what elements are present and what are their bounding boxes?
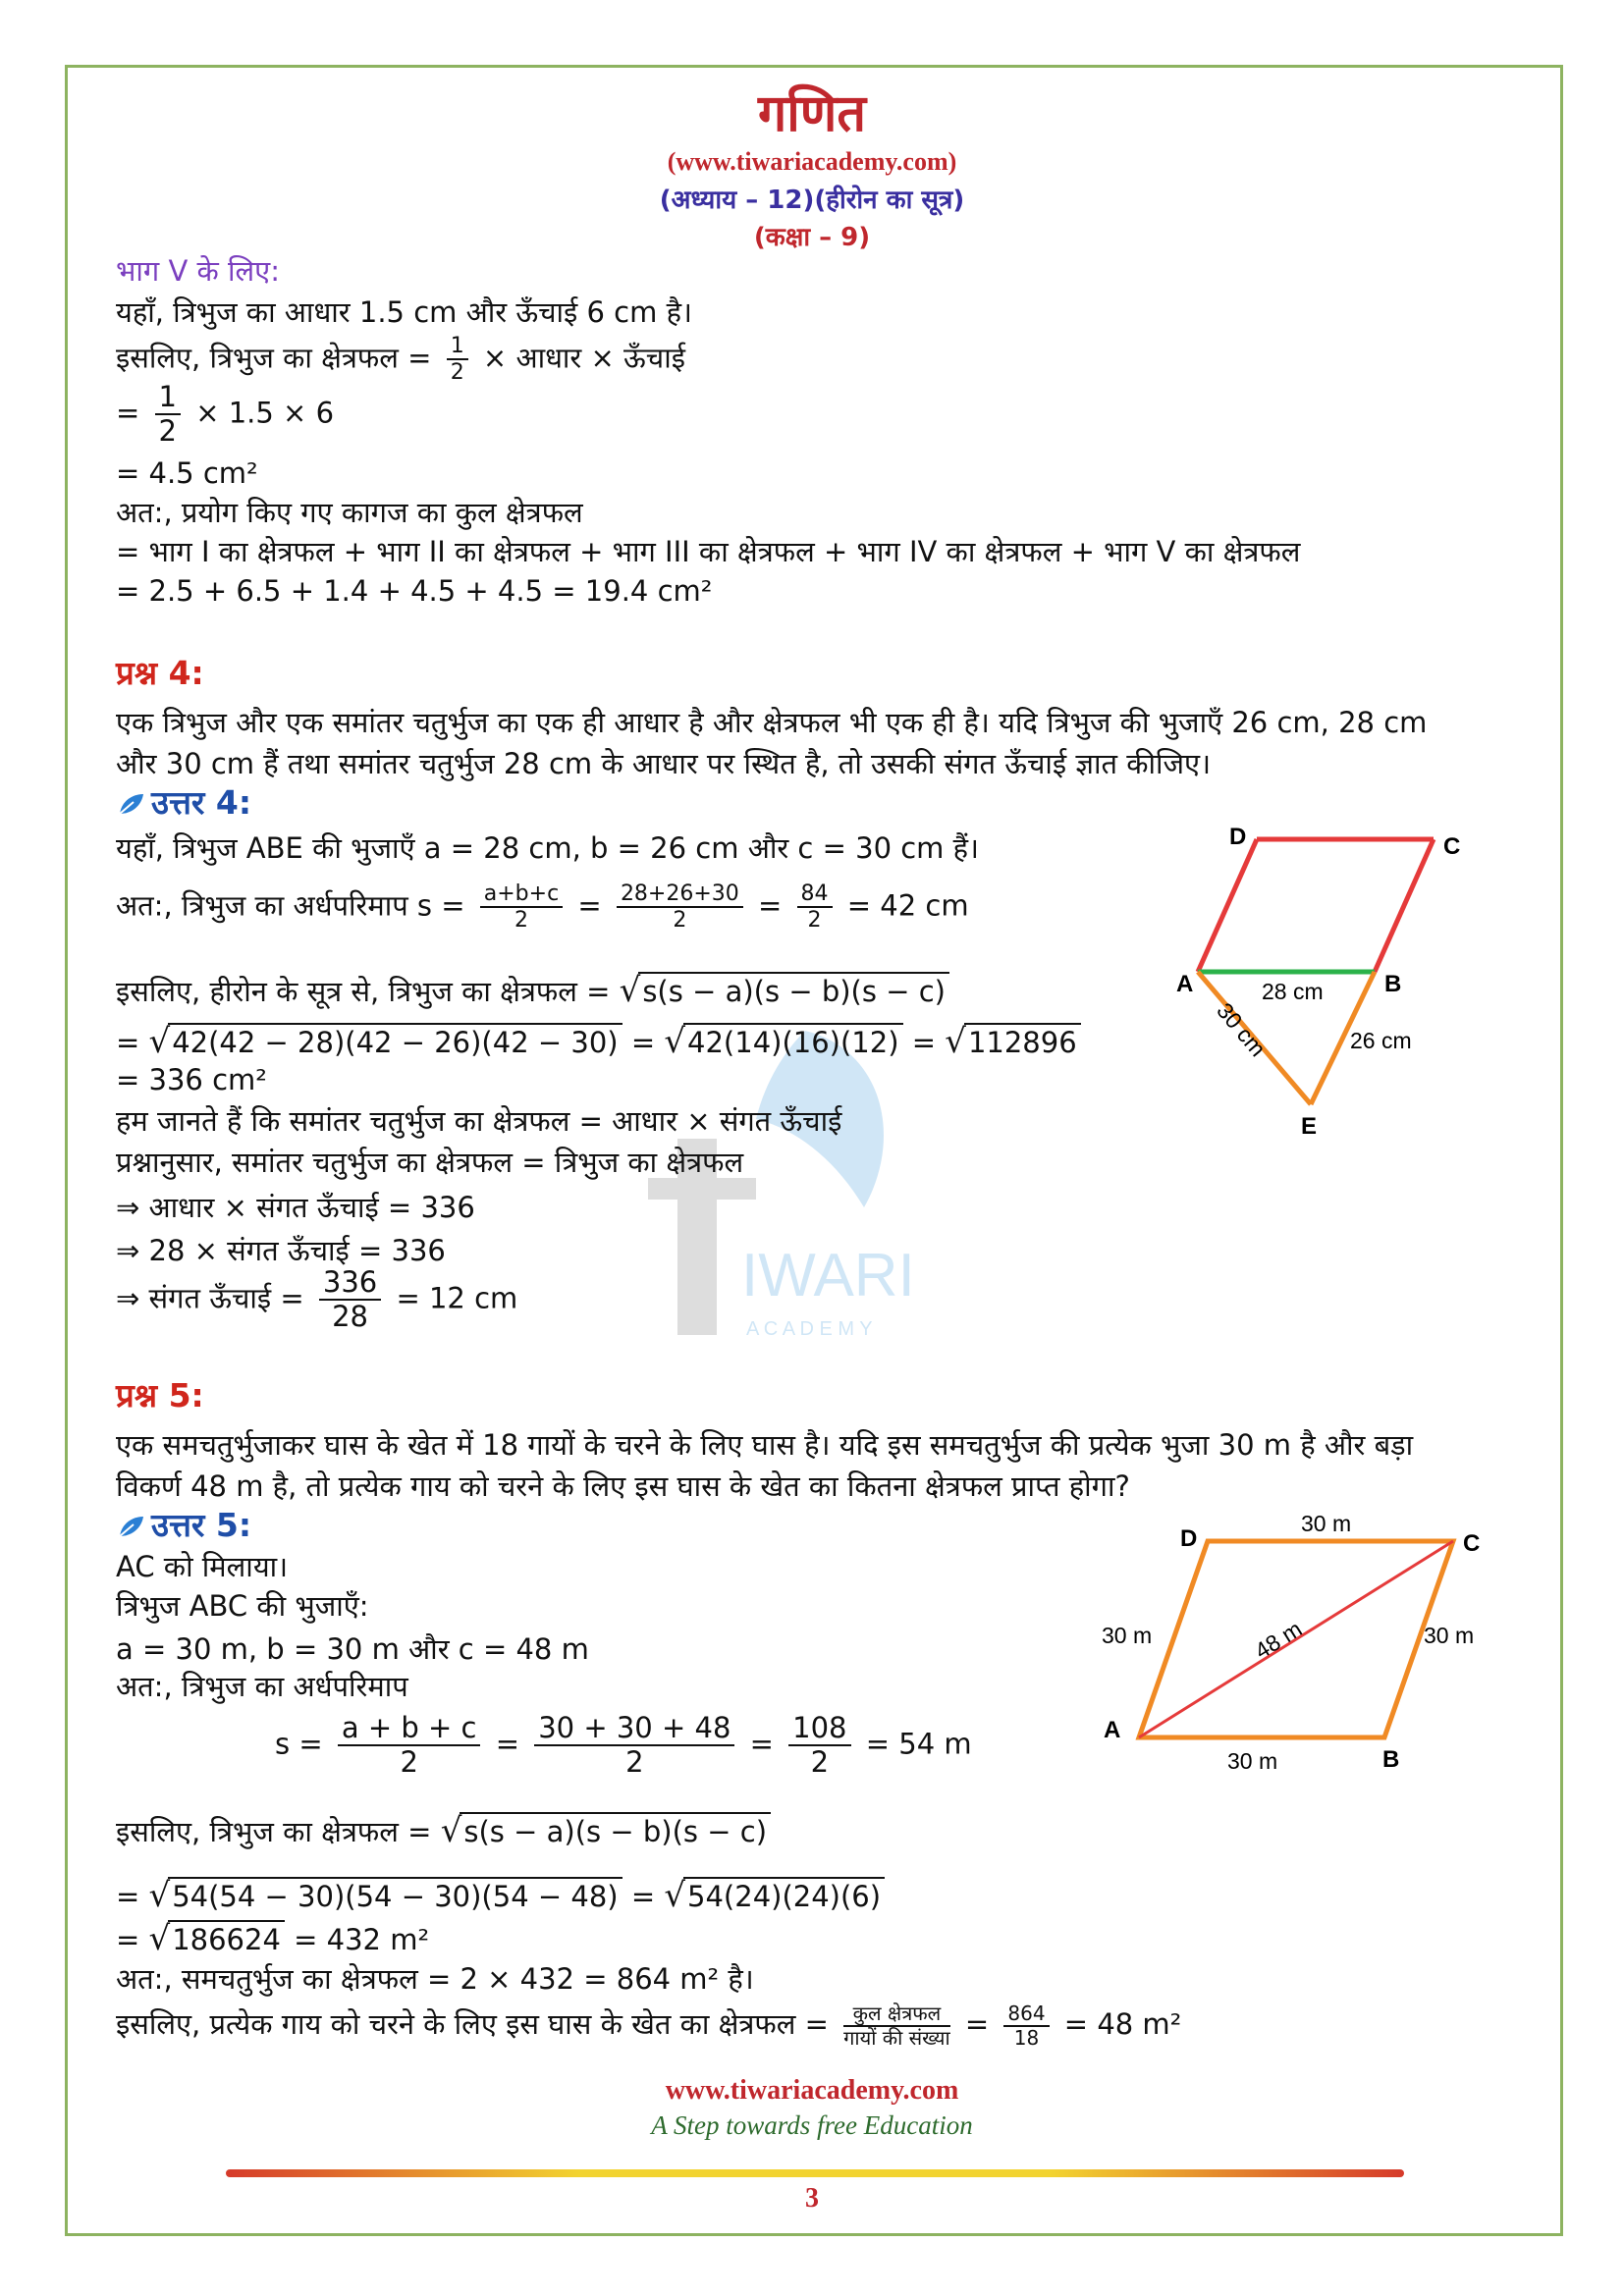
header-site: (www.tiwariacademy.com)	[667, 147, 957, 176]
label-be: 26 cm	[1350, 1028, 1412, 1053]
answer-4-label-text: उत्तर 4:	[151, 783, 252, 822]
text: =	[630, 1026, 656, 1059]
part5-total: = 2.5 + 6.5 + 1.4 + 4.5 + 4.5 = 19.4 cm²	[116, 574, 713, 608]
text: इसलिए, त्रिभुज का क्षेत्रफल =	[116, 341, 432, 375]
text: =	[964, 2007, 990, 2041]
fraction	[319, 1266, 381, 1334]
fraction	[534, 1712, 734, 1780]
radical: √	[440, 1811, 462, 1850]
question-5-label: प्रश्न 5:	[116, 1376, 204, 1415]
answer-5-line: अत:, त्रिभुज का अर्धपरिमाप	[116, 1670, 408, 1703]
question-5-text: विकर्ण 48 m है, तो प्रत्येक गाय को चरने के लिए इस घास के खेत का कितना क्षेत्रफल प्राप्त होगा?	[116, 1469, 1130, 1503]
radicand: 186624	[168, 1920, 285, 1957]
numerator: 84	[797, 881, 833, 908]
numerator: कुल क्षेत्रफल	[843, 2002, 949, 2027]
text: इसलिए, प्रत्येक गाय को चरने के लिए इस घास के खेत का क्षेत्रफल =	[116, 2007, 829, 2041]
label-ae: 30 cm	[1212, 997, 1272, 1062]
text: अत:, त्रिभुज का अर्धपरिमाप s =	[116, 888, 465, 923]
numerator: 864	[1003, 2002, 1049, 2027]
text: × आधार × ऊँचाई	[482, 341, 685, 375]
vertex-c: C	[1463, 1530, 1481, 1557]
part5-line: अत:, प्रयोग किए गए कागज का कुल क्षेत्रफल	[116, 496, 583, 529]
text: × 1.5 × 6	[195, 396, 335, 430]
edge-cb	[1375, 839, 1434, 972]
denominator: 2	[807, 908, 822, 934]
leaf-icon	[116, 792, 145, 818]
answer-4-line: हम जानते हैं कि समांतर चतुर्भुज का क्षेत्रफल = आधार × संगत ऊँचाई	[116, 1104, 842, 1138]
denominator: 2	[810, 1745, 830, 1780]
denominator: 2	[673, 908, 687, 934]
vertex-b: B	[1384, 971, 1402, 997]
question-4-label: प्रश्न 4:	[116, 654, 204, 692]
fraction	[617, 881, 743, 934]
label-ab: 30 m	[1227, 1748, 1278, 1774]
answer-5-label-text: उत्तर 5:	[151, 1506, 252, 1544]
fraction	[338, 1712, 481, 1780]
denominator: 18	[1013, 2026, 1040, 2050]
denominator: 2	[450, 360, 464, 386]
denominator: गायों की संख्या	[843, 2026, 950, 2050]
answer-5-label	[116, 1508, 251, 1543]
text: =	[749, 1727, 774, 1761]
part5-line: यहाँ, त्रिभुज का आधार 1.5 cm और ऊँचाई 6 cm है।	[116, 295, 692, 329]
text: =	[116, 1880, 140, 1913]
numerator: 1	[447, 334, 468, 360]
vertex-d: D	[1180, 1525, 1198, 1552]
text: =	[630, 1880, 656, 1913]
vertex-c: C	[1443, 833, 1461, 860]
numerator: 1	[155, 381, 181, 415]
rhombus-figure	[1090, 1502, 1512, 1777]
answer-5-heron-values	[116, 1877, 885, 1914]
label-diagonal: 48 m	[1250, 1615, 1307, 1665]
radical: √	[664, 1022, 686, 1061]
denominator: 2	[514, 908, 528, 934]
answer-4-heron-values	[116, 1023, 1081, 1060]
answer-5-rhombus-area: अत:, समचतुर्भुज का क्षेत्रफल = 2 × 432 = 864 m² है।	[116, 1962, 754, 1996]
answer-4-line: यहाँ, त्रिभुज ABE की भुजाएँ a = 28 cm, b = 26 cm और c = 30 cm हैं।	[116, 831, 980, 865]
radicand: s(s − a)(s − b)(s − c)	[460, 1812, 771, 1849]
watermark-text: IWARI	[741, 1242, 915, 1309]
tiwari-academy-watermark	[638, 1011, 992, 1364]
parallelogram-triangle-figure	[1159, 815, 1512, 1148]
part5-heading: भाग V के लिए:	[116, 254, 280, 288]
watermark-sub: A C A D E M Y	[746, 1318, 873, 1340]
radicand: 42(14)(16)(12)	[683, 1023, 903, 1060]
vertex-d: D	[1229, 824, 1247, 850]
footer-site: www.tiwariacademy.com	[665, 2075, 959, 2106]
label-dc: 30 m	[1301, 1511, 1352, 1536]
text: =	[116, 396, 140, 430]
answer-5-per-cow	[116, 2002, 1181, 2050]
answer-4-line: ⇒ आधार × संगत ऊँचाई = 336	[116, 1191, 475, 1224]
text: =	[911, 1026, 937, 1059]
radicand: 112896	[964, 1023, 1081, 1060]
radical: √	[148, 1876, 171, 1915]
radical: √	[664, 1876, 686, 1915]
text: इसलिए, हीरोन के सूत्र से, त्रिभुज का क्षेत्रफल =	[116, 975, 611, 1008]
footer-divider	[226, 2169, 1404, 2177]
denominator: 2	[400, 1745, 418, 1780]
fraction	[155, 381, 181, 449]
answer-4-semiperimeter	[116, 881, 969, 934]
numerator: 28+26+30	[617, 881, 743, 908]
text: = 12 cm	[396, 1281, 518, 1315]
text: =	[758, 888, 783, 923]
text: =	[116, 1026, 140, 1059]
answer-4-line: प्रश्नानुसार, समांतर चतुर्भुज का क्षेत्रफल = त्रिभुज का क्षेत्रफल	[116, 1146, 744, 1179]
edge-da	[1198, 839, 1257, 972]
denominator: 2	[158, 414, 177, 449]
text: = 48 m²	[1063, 2007, 1182, 2041]
chapter-title: (अध्याय – 12)(हीरोन का सूत्र)	[659, 186, 965, 215]
radicand: 54(24)(24)(6)	[683, 1877, 885, 1914]
label-cb: 30 m	[1424, 1623, 1475, 1648]
vertex-a: A	[1176, 971, 1194, 997]
answer-4-line: ⇒ 28 × संगत ऊँचाई = 336	[116, 1234, 446, 1267]
part5-area-formula	[116, 334, 685, 386]
answer-4-height	[116, 1266, 517, 1334]
numerator: 108	[788, 1712, 850, 1746]
denominator: 28	[332, 1300, 368, 1334]
fraction	[843, 2002, 949, 2050]
answer-5-sqrt	[116, 1920, 429, 1957]
vertex-e: E	[1301, 1113, 1318, 1140]
text: =	[577, 888, 602, 923]
answer-4-area: = 336 cm²	[116, 1063, 267, 1096]
fraction	[1003, 2002, 1049, 2050]
answer-4-heron	[116, 972, 949, 1009]
part5-line: = भाग I का क्षेत्रफल + भाग II का क्षेत्रफल + भाग III का क्षेत्रफल + भाग IV का क्षेत्रफल + भाग V का क्षेत्रफल	[116, 535, 1301, 568]
text: = 42 cm	[846, 888, 969, 923]
vertex-b: B	[1382, 1746, 1400, 1773]
radical: √	[148, 1022, 171, 1061]
radicand: 42(42 − 28)(42 − 26)(42 − 30)	[168, 1023, 622, 1060]
text: = 54 m	[865, 1727, 972, 1761]
leaf-icon	[116, 1515, 145, 1540]
radicand: 54(54 − 30)(54 − 30)(54 − 48)	[168, 1877, 622, 1914]
fraction	[788, 1712, 850, 1780]
label-ab: 28 cm	[1262, 979, 1324, 1004]
numerator: a+b+c	[480, 881, 563, 908]
fraction	[480, 881, 563, 934]
question-5-text: एक समचतुर्भुजाकर घास के खेत में 18 गायों के चरने के लिए घास है। यदि इस समचतुर्भुज की प्रत्येक भुजा 30 m है और बड़ा	[116, 1428, 1414, 1462]
numerator: a + b + c	[338, 1712, 481, 1746]
answer-5-line: त्रिभुज ABC की भुजाएँ:	[116, 1589, 369, 1623]
radical: √	[945, 1022, 966, 1061]
question-4-text: और 30 cm हैं तथा समांतर चतुर्भुज 28 cm के आधार पर स्थित है, तो उसकी संगत ऊँचाई ज्ञात कीजिए।	[116, 747, 1212, 780]
fraction	[797, 881, 833, 934]
answer-5-semiperimeter	[275, 1712, 972, 1780]
radical: √	[148, 1919, 171, 1958]
text: = 432 m²	[294, 1923, 430, 1956]
part5-substitution	[116, 381, 334, 449]
page-title: गणित	[758, 84, 866, 143]
numerator: 30 + 30 + 48	[534, 1712, 734, 1746]
fraction	[447, 334, 468, 386]
page-number: 3	[805, 2183, 819, 2214]
answer-5-line: AC को मिलाया।	[116, 1550, 289, 1583]
text: s =	[275, 1727, 323, 1761]
denominator: 2	[625, 1745, 644, 1780]
text: =	[116, 1923, 140, 1956]
footer-tagline: A Step towards free Education	[651, 2110, 973, 2140]
vertex-a: A	[1104, 1717, 1121, 1743]
radicand: s(s − a)(s − b)(s − c)	[638, 972, 949, 1009]
label-da: 30 m	[1102, 1623, 1153, 1648]
part5-result: = 4.5 cm²	[116, 456, 258, 490]
radical: √	[619, 971, 641, 1010]
text: इसलिए, त्रिभुज का क्षेत्रफल =	[116, 1815, 432, 1848]
question-4-text: एक त्रिभुज और एक समांतर चतुर्भुज का एक ही आधार है और क्षेत्रफल भी एक ही है। यदि त्रिभुज की भुजाएँ 26 cm, 28 cm	[116, 706, 1428, 739]
numerator: 336	[319, 1266, 381, 1301]
answer-4-label	[116, 785, 251, 821]
class-label: (कक्षा – 9)	[753, 223, 871, 252]
answer-5-line: a = 30 m, b = 30 m और c = 48 m	[116, 1632, 589, 1666]
answer-5-heron	[116, 1812, 771, 1849]
text: =	[495, 1727, 519, 1761]
text: ⇒ संगत ऊँचाई =	[116, 1281, 304, 1315]
